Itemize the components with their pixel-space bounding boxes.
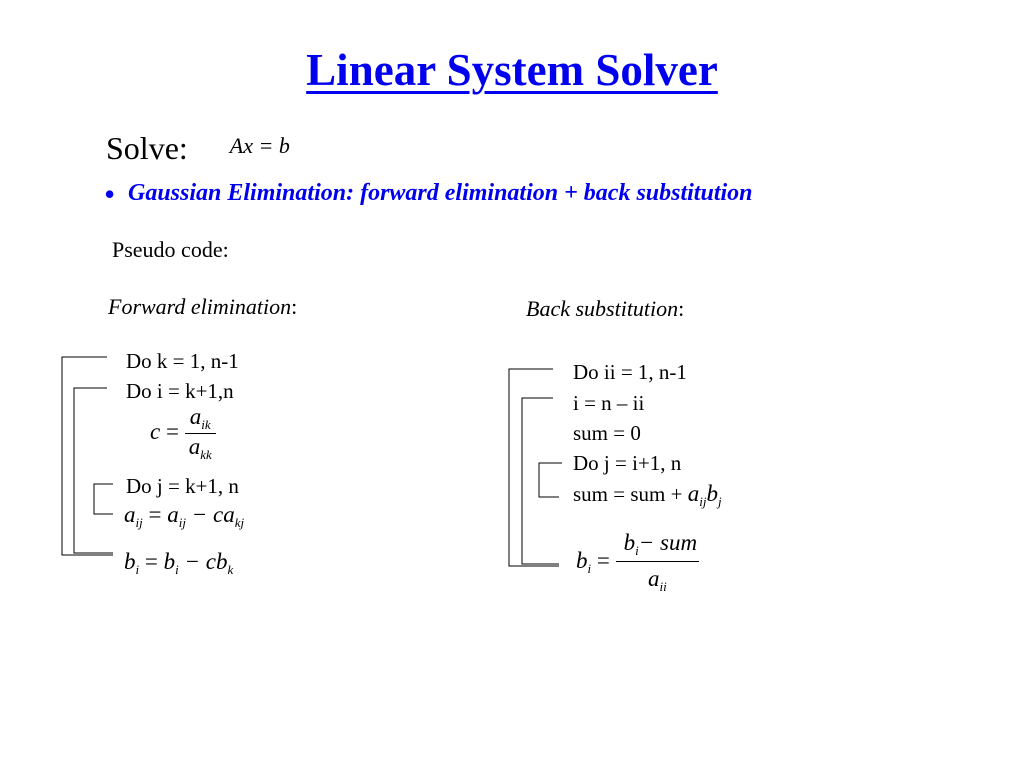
bs-den-sub: ii <box>659 579 667 594</box>
b-lhs: b <box>124 549 136 574</box>
bs-num-sub: i <box>635 543 639 558</box>
forward-j-bracket <box>94 484 113 514</box>
backward-loop-j: Do j = i+1, n <box>573 451 682 475</box>
b-lhs-sub: i <box>135 562 140 577</box>
bs-eq: = <box>596 547 610 573</box>
b-rhs: b <box>163 549 176 574</box>
c-den-var: a <box>188 434 201 459</box>
b-eq: = <box>144 549 158 574</box>
forward-loop-i: Do i = k+1,n <box>126 379 234 403</box>
backward-heading-colon: : <box>678 296 685 321</box>
c-eq: = <box>165 418 179 444</box>
forward-heading-text: Forward elimination <box>108 294 292 319</box>
solve-label: Solve: <box>106 130 188 166</box>
b-k-sub: k <box>227 562 234 577</box>
c-num-var: a <box>189 404 202 429</box>
backward-sum-init: sum = 0 <box>573 421 641 445</box>
b-minus-c: − c <box>184 549 216 574</box>
pseudo-code-label: Pseudo code: <box>112 237 229 262</box>
bs-num-rest: − sum <box>638 530 698 555</box>
a-kj: a <box>223 502 235 527</box>
bs-num-b: b <box>623 530 636 555</box>
backward-heading-text: Back substitution <box>526 296 679 321</box>
sum-update-text: sum = sum + <box>573 482 688 506</box>
sum-term-a: a <box>687 481 700 506</box>
equation-lhs: Ax <box>229 133 253 158</box>
a-minus-c: − c <box>191 502 224 527</box>
bs-den-a: a <box>647 566 660 591</box>
forward-k-bracket <box>62 357 113 555</box>
sum-term-a-sub: ij <box>699 494 707 509</box>
a-kj-sub: kj <box>234 515 245 530</box>
bs-lhs: b <box>576 547 588 573</box>
b-k: b <box>215 549 228 574</box>
forward-heading-colon: : <box>291 294 298 319</box>
backward-ii-bracket <box>509 369 559 566</box>
bs-lhs-sub: i <box>587 560 592 576</box>
c-symbol: c <box>150 418 161 444</box>
c-num-sub: ik <box>201 417 211 432</box>
a-rhs-sub: ij <box>178 515 186 530</box>
a-lhs: a <box>124 502 136 527</box>
a-rhs: a <box>167 502 179 527</box>
page-title: Linear System Solver <box>306 45 718 95</box>
forward-i-bracket <box>74 388 113 553</box>
c-den-sub: kk <box>200 447 212 462</box>
method-bullet: Gaussian Elimination: forward elimination + back substitution <box>128 180 753 206</box>
bullet-icon: • <box>104 176 116 212</box>
equation-rhs: b <box>278 133 290 158</box>
b-rhs-sub: i <box>175 562 179 577</box>
a-lhs-sub: ij <box>135 515 143 530</box>
sum-term-b-sub: j <box>717 494 722 509</box>
backward-i-assign: i = n – ii <box>573 391 645 415</box>
sum-term-b: b <box>706 481 718 506</box>
forward-loop-j: Do j = k+1, n <box>126 474 239 498</box>
forward-loop-k: Do k = 1, n-1 <box>126 349 239 373</box>
a-eq: = <box>148 502 162 527</box>
backward-i-bracket <box>522 398 559 564</box>
backward-loop-ii: Do ii = 1, n-1 <box>573 360 687 384</box>
backward-j-bracket <box>539 463 562 497</box>
equation-op: = <box>258 133 274 158</box>
